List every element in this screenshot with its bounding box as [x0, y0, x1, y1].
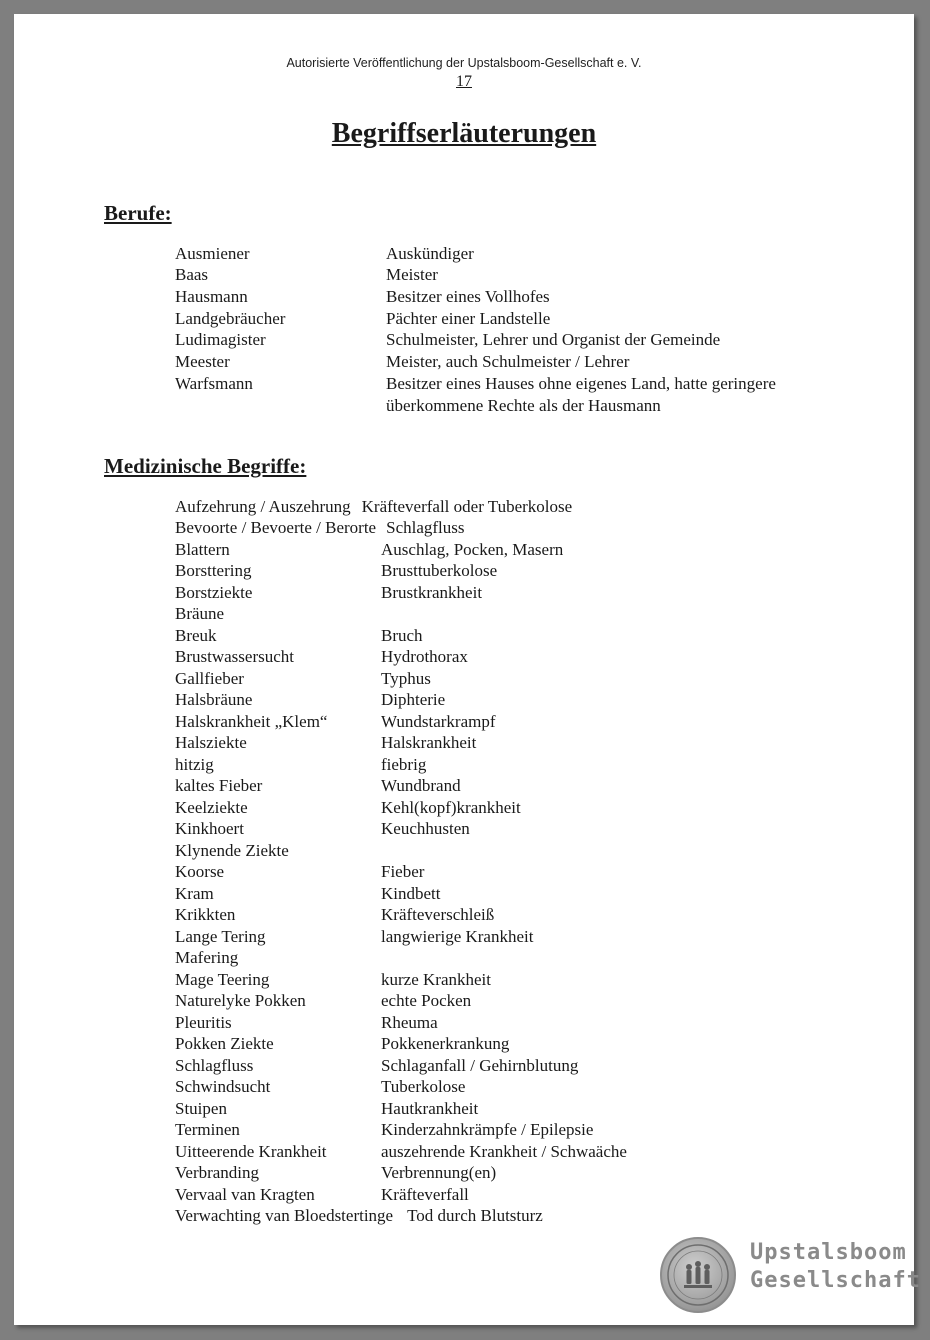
term: Uitteerende Krankheit	[175, 1142, 327, 1161]
definition: Kinderzahnkrämpfe / Epilepsie	[381, 1120, 594, 1139]
definition: Tuberkolose	[381, 1077, 466, 1096]
page-title: Begriffserläuterungen	[331, 118, 597, 149]
definition: Brusttuberkolose	[381, 561, 498, 580]
term: Stuipen	[175, 1099, 227, 1118]
definition: Hydrothorax	[381, 647, 468, 666]
definition: auszehrende Krankheit / Schwaäche	[381, 1142, 627, 1161]
list-item	[175, 496, 572, 517]
definition: Pächter einer Landstelle	[386, 309, 551, 328]
logo-line-2: Gesellschaft	[750, 1268, 921, 1293]
term: Landgebräucher	[175, 309, 286, 328]
term: Kinkhoert	[175, 819, 244, 838]
term: Lange Tering	[175, 927, 266, 946]
page-number: 17	[456, 73, 472, 90]
definition: Besitzer eines Vollhofes	[386, 287, 550, 306]
definition: Schlagfluss	[386, 518, 465, 537]
definition: Meister, auch Schulmeister / Lehrer	[386, 352, 630, 371]
definition: Keuchhusten	[381, 819, 470, 838]
list-item	[175, 517, 465, 538]
term: Keelziekte	[175, 798, 248, 817]
definition: Wundbrand	[381, 776, 461, 795]
term: Krikkten	[175, 905, 236, 924]
definition: Pokkenerkrankung	[381, 1034, 510, 1053]
term: Warfsmann	[175, 374, 253, 393]
term: Schwindsucht	[175, 1077, 271, 1096]
term: Halskrankheit „Klem“	[175, 712, 328, 731]
definition: Schlaganfall / Gehirnblutung	[381, 1056, 579, 1075]
definition: Kräfteverfall oder Tuberkolose	[361, 497, 573, 516]
term: Halsziekte	[175, 733, 247, 752]
definition: Hautkrankheit	[381, 1099, 479, 1118]
definition: Auskündiger	[386, 244, 474, 263]
document-page	[14, 14, 921, 1325]
term: Terminen	[175, 1120, 240, 1139]
term: Verwachting van Bloedstertinge	[175, 1206, 394, 1225]
term: kaltes Fieber	[175, 776, 263, 795]
definition: Halskrankheit	[381, 733, 477, 752]
term: Ludimagister	[175, 330, 266, 349]
definition: Wundstarkrampf	[381, 712, 496, 731]
definition-continuation: überkommene Rechte als der Hausmann	[386, 396, 661, 415]
definition: Diphterie	[381, 690, 446, 709]
term: Borsttering	[175, 561, 252, 580]
term: Halsbräune	[175, 690, 253, 709]
definition: Kehl(kopf)krankheit	[381, 798, 521, 817]
term: Mage Teering	[175, 970, 270, 989]
term: Aufzehrung / Auszehrung	[175, 497, 351, 516]
definition: fiebrig	[381, 755, 427, 774]
term: Gallfieber	[175, 669, 244, 688]
term: Verbranding	[175, 1163, 260, 1182]
seal-icon	[660, 1237, 736, 1313]
term: hitzig	[175, 755, 214, 774]
definition: echte Pocken	[381, 991, 472, 1010]
definition: Verbrennung(en)	[381, 1163, 497, 1182]
term: Klynende Ziekte	[175, 841, 289, 860]
section-heading-medizin: Medizinische Begriffe:	[104, 454, 307, 478]
definition: Kräfteverfall	[381, 1185, 469, 1204]
definition: Meister	[386, 265, 438, 284]
definition: Auschlag, Pocken, Masern	[381, 540, 564, 559]
list-item	[175, 1205, 543, 1226]
term: Blattern	[175, 540, 230, 559]
logo-line-1: Upstalsboom	[750, 1240, 907, 1265]
society-logo	[660, 1234, 921, 1314]
term: Baas	[175, 265, 209, 284]
definition: Kindbett	[381, 884, 441, 903]
definition: Typhus	[381, 669, 431, 688]
term: Bevoorte / Bevoerte / Berorte	[175, 518, 377, 537]
publisher-line: Autorisierte Veröffentlichung der Upstalsboom-Gesellschaft e. V.	[286, 56, 642, 70]
term: Mafering	[175, 948, 239, 967]
definition: Bruch	[381, 626, 423, 645]
definition: Schulmeister, Lehrer und Organist der Gemeinde	[386, 330, 721, 349]
section-heading-berufe: Berufe:	[104, 201, 172, 225]
definition: Fieber	[381, 862, 425, 881]
definition: Rheuma	[381, 1013, 438, 1032]
term: Pokken Ziekte	[175, 1034, 274, 1053]
term: Vervaal van Kragten	[175, 1185, 315, 1204]
term: Breuk	[175, 626, 217, 645]
definition: Kräfteverschleiß	[381, 905, 495, 924]
seal-emblem	[662, 1239, 734, 1311]
term: Schlagfluss	[175, 1056, 254, 1075]
definition: Besitzer eines Hauses ohne eigenes Land, hatte geringere	[386, 374, 776, 393]
term: Meester	[175, 352, 230, 371]
term: Koorse	[175, 862, 225, 881]
definition: langwierige Krankheit	[381, 927, 534, 946]
term: Borstziekte	[175, 583, 253, 602]
term: Kram	[175, 884, 214, 903]
term: Pleuritis	[175, 1013, 232, 1032]
term: Naturelyke Pokken	[175, 991, 306, 1010]
term: Brustwassersucht	[175, 647, 294, 666]
term: Hausmann	[175, 287, 248, 306]
term: Ausmiener	[175, 244, 250, 263]
term: Bräune	[175, 604, 225, 623]
definition: kurze Krankheit	[381, 970, 491, 989]
definition: Tod durch Blutsturz	[407, 1206, 543, 1225]
definition: Brustkrankheit	[381, 583, 483, 602]
